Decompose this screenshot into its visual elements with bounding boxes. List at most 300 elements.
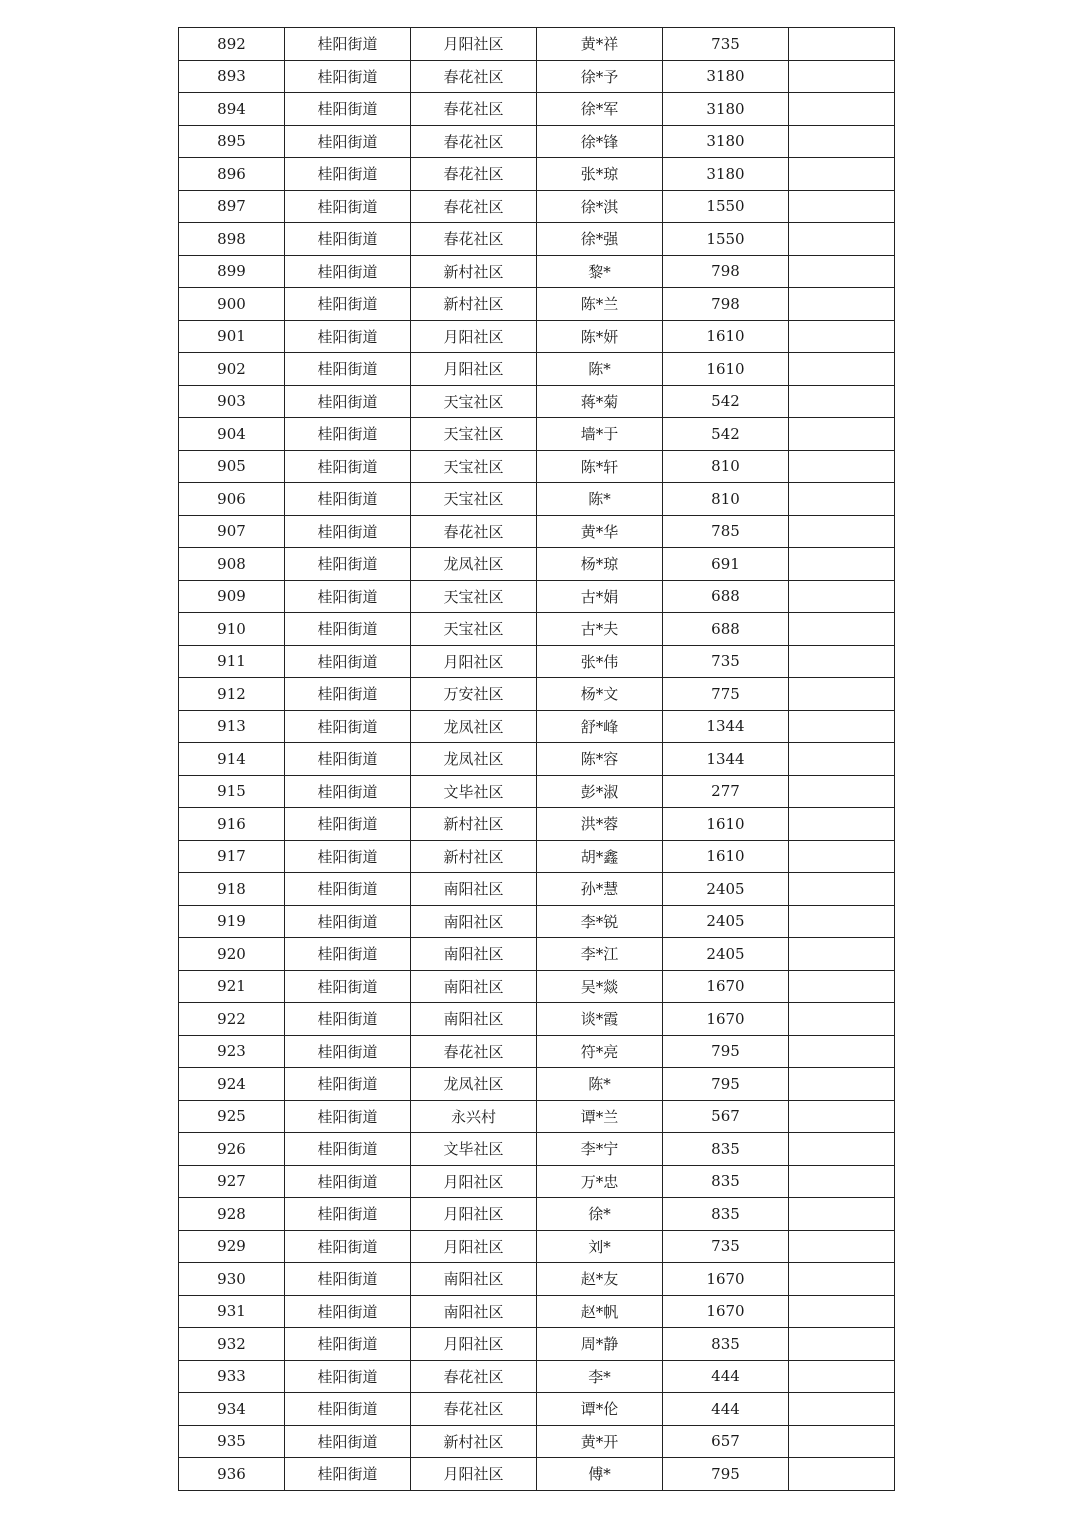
amount-cell: 835	[663, 1198, 789, 1231]
street-cell: 桂阳街道	[285, 775, 411, 808]
name-cell: 谭*兰	[537, 1100, 663, 1133]
amount-cell: 2405	[663, 905, 789, 938]
street-cell: 桂阳街道	[285, 678, 411, 711]
amount-cell: 3180	[663, 93, 789, 126]
amount-cell: 1610	[663, 353, 789, 386]
serial-number-cell: 919	[179, 905, 285, 938]
community-cell: 天宝社区	[411, 385, 537, 418]
street-cell: 桂阳街道	[285, 255, 411, 288]
street-cell: 桂阳街道	[285, 1003, 411, 1036]
name-cell: 谈*霞	[537, 1003, 663, 1036]
amount-cell: 277	[663, 775, 789, 808]
name-cell: 陈*兰	[537, 288, 663, 321]
name-cell: 洪*蓉	[537, 808, 663, 841]
community-cell: 南阳社区	[411, 970, 537, 1003]
remark-cell	[789, 450, 895, 483]
table-row	[179, 1165, 895, 1198]
street-cell: 桂阳街道	[285, 483, 411, 516]
street-cell: 桂阳街道	[285, 1165, 411, 1198]
street-cell: 桂阳街道	[285, 1198, 411, 1231]
amount-cell: 691	[663, 548, 789, 581]
name-cell: 杨*琼	[537, 548, 663, 581]
community-cell: 龙凤社区	[411, 548, 537, 581]
community-cell: 月阳社区	[411, 1328, 537, 1361]
name-cell: 古*娟	[537, 580, 663, 613]
name-cell: 陈*	[537, 483, 663, 516]
street-cell: 桂阳街道	[285, 938, 411, 971]
amount-cell: 775	[663, 678, 789, 711]
remark-cell	[789, 645, 895, 678]
community-cell: 龙凤社区	[411, 1068, 537, 1101]
amount-cell: 810	[663, 450, 789, 483]
amount-cell: 810	[663, 483, 789, 516]
community-cell: 月阳社区	[411, 1230, 537, 1263]
table-row	[179, 1133, 895, 1166]
table-row	[179, 1393, 895, 1426]
community-cell: 春花社区	[411, 60, 537, 93]
community-cell: 春花社区	[411, 1035, 537, 1068]
name-cell: 谭*伦	[537, 1393, 663, 1426]
remark-cell	[789, 418, 895, 451]
name-cell: 徐*淇	[537, 190, 663, 223]
amount-cell: 657	[663, 1425, 789, 1458]
amount-cell: 3180	[663, 125, 789, 158]
serial-number-cell: 903	[179, 385, 285, 418]
street-cell: 桂阳街道	[285, 1068, 411, 1101]
remark-cell	[789, 1393, 895, 1426]
remark-cell	[789, 613, 895, 646]
street-cell: 桂阳街道	[285, 190, 411, 223]
table-row	[179, 1295, 895, 1328]
community-cell: 新村社区	[411, 288, 537, 321]
street-cell: 桂阳街道	[285, 288, 411, 321]
serial-number-cell: 918	[179, 873, 285, 906]
remark-cell	[789, 60, 895, 93]
amount-cell: 444	[663, 1360, 789, 1393]
name-cell: 张*琼	[537, 158, 663, 191]
serial-number-cell: 912	[179, 678, 285, 711]
community-cell: 月阳社区	[411, 320, 537, 353]
table-row	[179, 840, 895, 873]
table-row	[179, 190, 895, 223]
name-cell: 符*亮	[537, 1035, 663, 1068]
name-cell: 张*伟	[537, 645, 663, 678]
table-row	[179, 873, 895, 906]
remark-cell	[789, 873, 895, 906]
remark-cell	[789, 515, 895, 548]
name-cell: 蒋*菊	[537, 385, 663, 418]
table-row	[179, 158, 895, 191]
serial-number-cell: 895	[179, 125, 285, 158]
community-cell: 春花社区	[411, 158, 537, 191]
table-row	[179, 320, 895, 353]
table-row	[179, 613, 895, 646]
table-row	[179, 450, 895, 483]
street-cell: 桂阳街道	[285, 840, 411, 873]
street-cell: 桂阳街道	[285, 1035, 411, 1068]
community-cell: 月阳社区	[411, 1165, 537, 1198]
remark-cell	[789, 288, 895, 321]
remark-cell	[789, 1263, 895, 1296]
remark-cell	[789, 905, 895, 938]
community-cell: 月阳社区	[411, 353, 537, 386]
table-row	[179, 710, 895, 743]
community-cell: 南阳社区	[411, 1003, 537, 1036]
remark-cell	[789, 1068, 895, 1101]
street-cell: 桂阳街道	[285, 905, 411, 938]
serial-number-cell: 893	[179, 60, 285, 93]
remark-cell	[789, 548, 895, 581]
amount-cell: 2405	[663, 873, 789, 906]
amount-cell: 1550	[663, 223, 789, 256]
name-cell: 陈*容	[537, 743, 663, 776]
serial-number-cell: 925	[179, 1100, 285, 1133]
amount-cell: 3180	[663, 60, 789, 93]
name-cell: 舒*峰	[537, 710, 663, 743]
serial-number-cell: 896	[179, 158, 285, 191]
remark-cell	[789, 353, 895, 386]
serial-number-cell: 913	[179, 710, 285, 743]
serial-number-cell: 915	[179, 775, 285, 808]
amount-cell: 735	[663, 645, 789, 678]
name-cell: 赵*帆	[537, 1295, 663, 1328]
community-cell: 天宝社区	[411, 450, 537, 483]
remark-cell	[789, 1133, 895, 1166]
name-cell: 万*忠	[537, 1165, 663, 1198]
table-row	[179, 1425, 895, 1458]
name-cell: 徐*军	[537, 93, 663, 126]
community-cell: 月阳社区	[411, 28, 537, 61]
remark-cell	[789, 1295, 895, 1328]
amount-cell: 688	[663, 613, 789, 646]
remark-cell	[789, 1035, 895, 1068]
amount-cell: 735	[663, 1230, 789, 1263]
table-row	[179, 223, 895, 256]
amount-cell: 542	[663, 385, 789, 418]
amount-cell: 835	[663, 1328, 789, 1361]
serial-number-cell: 894	[179, 93, 285, 126]
amount-cell: 1670	[663, 1263, 789, 1296]
street-cell: 桂阳街道	[285, 1133, 411, 1166]
name-cell: 赵*友	[537, 1263, 663, 1296]
street-cell: 桂阳街道	[285, 1263, 411, 1296]
table-row	[179, 60, 895, 93]
community-cell: 万安社区	[411, 678, 537, 711]
name-cell: 杨*文	[537, 678, 663, 711]
name-cell: 李*	[537, 1360, 663, 1393]
serial-number-cell: 921	[179, 970, 285, 1003]
remark-cell	[789, 255, 895, 288]
serial-number-cell: 901	[179, 320, 285, 353]
table-row	[179, 970, 895, 1003]
table-row	[179, 548, 895, 581]
remark-cell	[789, 93, 895, 126]
serial-number-cell: 933	[179, 1360, 285, 1393]
remark-cell	[789, 678, 895, 711]
community-cell: 天宝社区	[411, 580, 537, 613]
serial-number-cell: 916	[179, 808, 285, 841]
street-cell: 桂阳街道	[285, 320, 411, 353]
table-row	[179, 255, 895, 288]
amount-cell: 835	[663, 1165, 789, 1198]
serial-number-cell: 910	[179, 613, 285, 646]
amount-cell: 1670	[663, 1003, 789, 1036]
street-cell: 桂阳街道	[285, 223, 411, 256]
serial-number-cell: 936	[179, 1458, 285, 1491]
remark-cell	[789, 1328, 895, 1361]
remark-cell	[789, 28, 895, 61]
serial-number-cell: 931	[179, 1295, 285, 1328]
serial-number-cell: 923	[179, 1035, 285, 1068]
street-cell: 桂阳街道	[285, 580, 411, 613]
remark-cell	[789, 580, 895, 613]
serial-number-cell: 926	[179, 1133, 285, 1166]
table-row	[179, 1458, 895, 1491]
remark-cell	[789, 1198, 895, 1231]
table-row	[179, 483, 895, 516]
amount-cell: 567	[663, 1100, 789, 1133]
name-cell: 黎*	[537, 255, 663, 288]
table-row	[179, 288, 895, 321]
name-cell: 陈*	[537, 1068, 663, 1101]
serial-number-cell: 902	[179, 353, 285, 386]
street-cell: 桂阳街道	[285, 743, 411, 776]
name-cell: 徐*予	[537, 60, 663, 93]
amount-cell: 1670	[663, 1295, 789, 1328]
name-cell: 墙*于	[537, 418, 663, 451]
community-cell: 永兴村	[411, 1100, 537, 1133]
name-cell: 黄*开	[537, 1425, 663, 1458]
table-body	[179, 28, 895, 1491]
serial-number-cell: 908	[179, 548, 285, 581]
community-cell: 天宝社区	[411, 483, 537, 516]
street-cell: 桂阳街道	[285, 970, 411, 1003]
table-row	[179, 1328, 895, 1361]
data-table	[178, 27, 895, 1491]
community-cell: 天宝社区	[411, 613, 537, 646]
amount-cell: 1610	[663, 808, 789, 841]
serial-number-cell: 917	[179, 840, 285, 873]
remark-cell	[789, 320, 895, 353]
street-cell: 桂阳街道	[285, 613, 411, 646]
community-cell: 新村社区	[411, 255, 537, 288]
name-cell: 古*夫	[537, 613, 663, 646]
remark-cell	[789, 710, 895, 743]
amount-cell: 785	[663, 515, 789, 548]
remark-cell	[789, 970, 895, 1003]
street-cell: 桂阳街道	[285, 1295, 411, 1328]
table-row	[179, 808, 895, 841]
street-cell: 桂阳街道	[285, 28, 411, 61]
name-cell: 黄*华	[537, 515, 663, 548]
table-row	[179, 93, 895, 126]
remark-cell	[789, 1100, 895, 1133]
serial-number-cell: 927	[179, 1165, 285, 1198]
serial-number-cell: 930	[179, 1263, 285, 1296]
name-cell: 李*江	[537, 938, 663, 971]
community-cell: 南阳社区	[411, 1263, 537, 1296]
serial-number-cell: 909	[179, 580, 285, 613]
remark-cell	[789, 190, 895, 223]
community-cell: 新村社区	[411, 1425, 537, 1458]
street-cell: 桂阳街道	[285, 1393, 411, 1426]
community-cell: 南阳社区	[411, 1295, 537, 1328]
street-cell: 桂阳街道	[285, 353, 411, 386]
remark-cell	[789, 385, 895, 418]
table-row	[179, 580, 895, 613]
name-cell: 胡*鑫	[537, 840, 663, 873]
remark-cell	[789, 840, 895, 873]
name-cell: 周*静	[537, 1328, 663, 1361]
remark-cell	[789, 125, 895, 158]
table-row	[179, 1003, 895, 1036]
street-cell: 桂阳街道	[285, 158, 411, 191]
community-cell: 南阳社区	[411, 873, 537, 906]
serial-number-cell: 934	[179, 1393, 285, 1426]
name-cell: 徐*	[537, 1198, 663, 1231]
street-cell: 桂阳街道	[285, 385, 411, 418]
table-row	[179, 125, 895, 158]
serial-number-cell: 899	[179, 255, 285, 288]
amount-cell: 1610	[663, 320, 789, 353]
table-row	[179, 515, 895, 548]
remark-cell	[789, 158, 895, 191]
table-row	[179, 1360, 895, 1393]
table-row	[179, 1068, 895, 1101]
table-row	[179, 743, 895, 776]
serial-number-cell: 932	[179, 1328, 285, 1361]
street-cell: 桂阳街道	[285, 1328, 411, 1361]
community-cell: 月阳社区	[411, 645, 537, 678]
community-cell: 文毕社区	[411, 775, 537, 808]
amount-cell: 542	[663, 418, 789, 451]
serial-number-cell: 929	[179, 1230, 285, 1263]
amount-cell: 798	[663, 288, 789, 321]
community-cell: 月阳社区	[411, 1458, 537, 1491]
remark-cell	[789, 483, 895, 516]
community-cell: 月阳社区	[411, 1198, 537, 1231]
remark-cell	[789, 1003, 895, 1036]
amount-cell: 1610	[663, 840, 789, 873]
amount-cell: 1344	[663, 710, 789, 743]
street-cell: 桂阳街道	[285, 548, 411, 581]
name-cell: 徐*强	[537, 223, 663, 256]
serial-number-cell: 924	[179, 1068, 285, 1101]
street-cell: 桂阳街道	[285, 60, 411, 93]
serial-number-cell: 904	[179, 418, 285, 451]
remark-cell	[789, 1230, 895, 1263]
name-cell: 李*锐	[537, 905, 663, 938]
amount-cell: 835	[663, 1133, 789, 1166]
amount-cell: 444	[663, 1393, 789, 1426]
table-row	[179, 1035, 895, 1068]
name-cell: 陈*	[537, 353, 663, 386]
name-cell: 刘*	[537, 1230, 663, 1263]
serial-number-cell: 920	[179, 938, 285, 971]
community-cell: 新村社区	[411, 840, 537, 873]
name-cell: 吴*燚	[537, 970, 663, 1003]
amount-cell: 1344	[663, 743, 789, 776]
community-cell: 文毕社区	[411, 1133, 537, 1166]
community-cell: 春花社区	[411, 1360, 537, 1393]
remark-cell	[789, 808, 895, 841]
table-row	[179, 938, 895, 971]
amount-cell: 688	[663, 580, 789, 613]
name-cell: 彭*淑	[537, 775, 663, 808]
street-cell: 桂阳街道	[285, 1425, 411, 1458]
street-cell: 桂阳街道	[285, 93, 411, 126]
street-cell: 桂阳街道	[285, 710, 411, 743]
community-cell: 春花社区	[411, 515, 537, 548]
serial-number-cell: 911	[179, 645, 285, 678]
name-cell: 黄*祥	[537, 28, 663, 61]
table-row	[179, 678, 895, 711]
amount-cell: 3180	[663, 158, 789, 191]
remark-cell	[789, 1360, 895, 1393]
community-cell: 春花社区	[411, 1393, 537, 1426]
street-cell: 桂阳街道	[285, 1360, 411, 1393]
name-cell: 陈*妍	[537, 320, 663, 353]
name-cell: 孙*慧	[537, 873, 663, 906]
serial-number-cell: 906	[179, 483, 285, 516]
amount-cell: 2405	[663, 938, 789, 971]
remark-cell	[789, 938, 895, 971]
street-cell: 桂阳街道	[285, 1230, 411, 1263]
remark-cell	[789, 223, 895, 256]
table-row	[179, 418, 895, 451]
table-row	[179, 775, 895, 808]
name-cell: 陈*轩	[537, 450, 663, 483]
serial-number-cell: 897	[179, 190, 285, 223]
remark-cell	[789, 1425, 895, 1458]
table-row	[179, 1263, 895, 1296]
community-cell: 春花社区	[411, 223, 537, 256]
serial-number-cell: 907	[179, 515, 285, 548]
street-cell: 桂阳街道	[285, 418, 411, 451]
serial-number-cell: 900	[179, 288, 285, 321]
table-row	[179, 385, 895, 418]
table-row	[179, 905, 895, 938]
amount-cell: 795	[663, 1035, 789, 1068]
street-cell: 桂阳街道	[285, 125, 411, 158]
street-cell: 桂阳街道	[285, 1458, 411, 1491]
remark-cell	[789, 743, 895, 776]
table-row	[179, 1100, 895, 1133]
community-cell: 春花社区	[411, 190, 537, 223]
street-cell: 桂阳街道	[285, 808, 411, 841]
serial-number-cell: 898	[179, 223, 285, 256]
serial-number-cell: 905	[179, 450, 285, 483]
table-row	[179, 353, 895, 386]
amount-cell: 1670	[663, 970, 789, 1003]
serial-number-cell: 935	[179, 1425, 285, 1458]
remark-cell	[789, 1458, 895, 1491]
community-cell: 南阳社区	[411, 938, 537, 971]
serial-number-cell: 914	[179, 743, 285, 776]
community-cell: 龙凤社区	[411, 743, 537, 776]
community-cell: 龙凤社区	[411, 710, 537, 743]
table-row	[179, 1230, 895, 1263]
street-cell: 桂阳街道	[285, 873, 411, 906]
table-row	[179, 28, 895, 61]
remark-cell	[789, 775, 895, 808]
community-cell: 春花社区	[411, 93, 537, 126]
amount-cell: 1550	[663, 190, 789, 223]
table-row	[179, 645, 895, 678]
name-cell: 傅*	[537, 1458, 663, 1491]
street-cell: 桂阳街道	[285, 515, 411, 548]
name-cell: 李*宁	[537, 1133, 663, 1166]
